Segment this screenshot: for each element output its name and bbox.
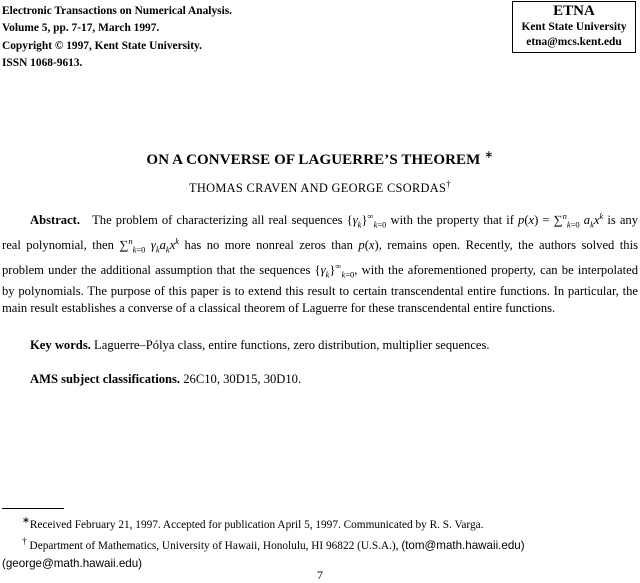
journal-issn: ISSN 1068-9613.	[2, 56, 83, 69]
journal-info	[2, 3, 232, 72]
keywords-label: Key words.	[30, 338, 91, 352]
abstract-text-2: with the property that if	[390, 213, 514, 228]
abstract-text-4: has no more nonreal zeros than	[184, 238, 353, 253]
abstract-text-1: The problem of characterizing all real sequences	[92, 213, 343, 228]
author-email-tom[interactable]: (tom@math.hawaii.edu)	[401, 538, 525, 552]
abstract-text-6: , with the aforementioned property, can be interpolated by polynomials. The purpose of this paper is to extend this result to certain transcendental entire functions. In particular, the main result establishes a converse of a classical theorem of Laguerre for these transcendental entire functions.	[2, 263, 638, 315]
footnote-received-text: Received February 21, 1997. Accepted for publication April 5, 1997. Communicated by R. S. Varga.	[29, 518, 484, 531]
math-polynomial: p(x) = ∑$^n_{k=0}$ $a_kx^k$	[518, 211, 604, 230]
journal-volume: Volume 5, pp. 7-17, March 1997.	[2, 22, 160, 35]
title-footnote-mark: ∗	[484, 149, 494, 161]
abstract-text-3: is any real polynomial, then	[2, 213, 639, 253]
math-sequence: $\{\gamma_k\}^\infty_{k=0}$	[346, 211, 387, 230]
abstract-label: Abstract.	[30, 213, 81, 228]
etna-email: etna@mcs.kent.edu	[526, 36, 622, 48]
ams-classifications	[30, 372, 636, 387]
footnote-affiliation-mark: †	[22, 536, 27, 547]
journal-name: Electronic Transactions on Numerical Analysis.	[2, 5, 233, 17]
footnote-rule	[2, 508, 64, 509]
abstract	[2, 208, 638, 316]
keywords	[30, 338, 636, 353]
abstract-text-5: , remains open. Recently, the authors solved this problem under the additional assumption that the sequences	[2, 238, 638, 278]
footnote-affiliation-text: Department of Mathematics, University of Hawaii, Honolulu, HI 96822 (U.S.A.),	[29, 539, 399, 552]
author-names: THOMAS CRAVEN AND GEORGE CSORDAS	[188, 181, 447, 196]
authors	[0, 179, 640, 196]
ams-text: 26C10, 30D15, 30D10.	[183, 372, 302, 386]
ams-label: AMS subject classifications.	[30, 372, 181, 386]
etna-university: Kent State University	[521, 21, 627, 33]
page-number: 7	[317, 568, 323, 582]
etna-name: ETNA	[553, 3, 595, 19]
footnote-affiliation	[2, 534, 638, 555]
math-sequence-2: $\{\gamma_k\}^\infty_{k=0}$	[314, 261, 355, 280]
author-email-george[interactable]: (george@math.hawaii.edu)	[2, 556, 143, 570]
paper-title	[0, 148, 640, 169]
math-transformed-polynomial: ∑$^n_{k=0}$ $\gamma_ka_kx^k$	[119, 236, 180, 255]
etna-box	[512, 1, 636, 53]
footnotes	[2, 513, 638, 573]
footnote-received	[2, 513, 638, 534]
author-footnote-mark: †	[446, 179, 452, 189]
footnote-received-mark: ∗	[22, 516, 30, 526]
journal-copyright: Copyright © 1997, Kent State University.	[2, 39, 202, 52]
keywords-text: Laguerre–Pólya class, entire functions, zero distribution, multiplier sequences.	[94, 338, 490, 352]
math-p-of-x: p(x)	[358, 238, 379, 253]
paper-title-text: ON A CONVERSE OF LAGUERRE’S THEOREM	[146, 152, 481, 168]
